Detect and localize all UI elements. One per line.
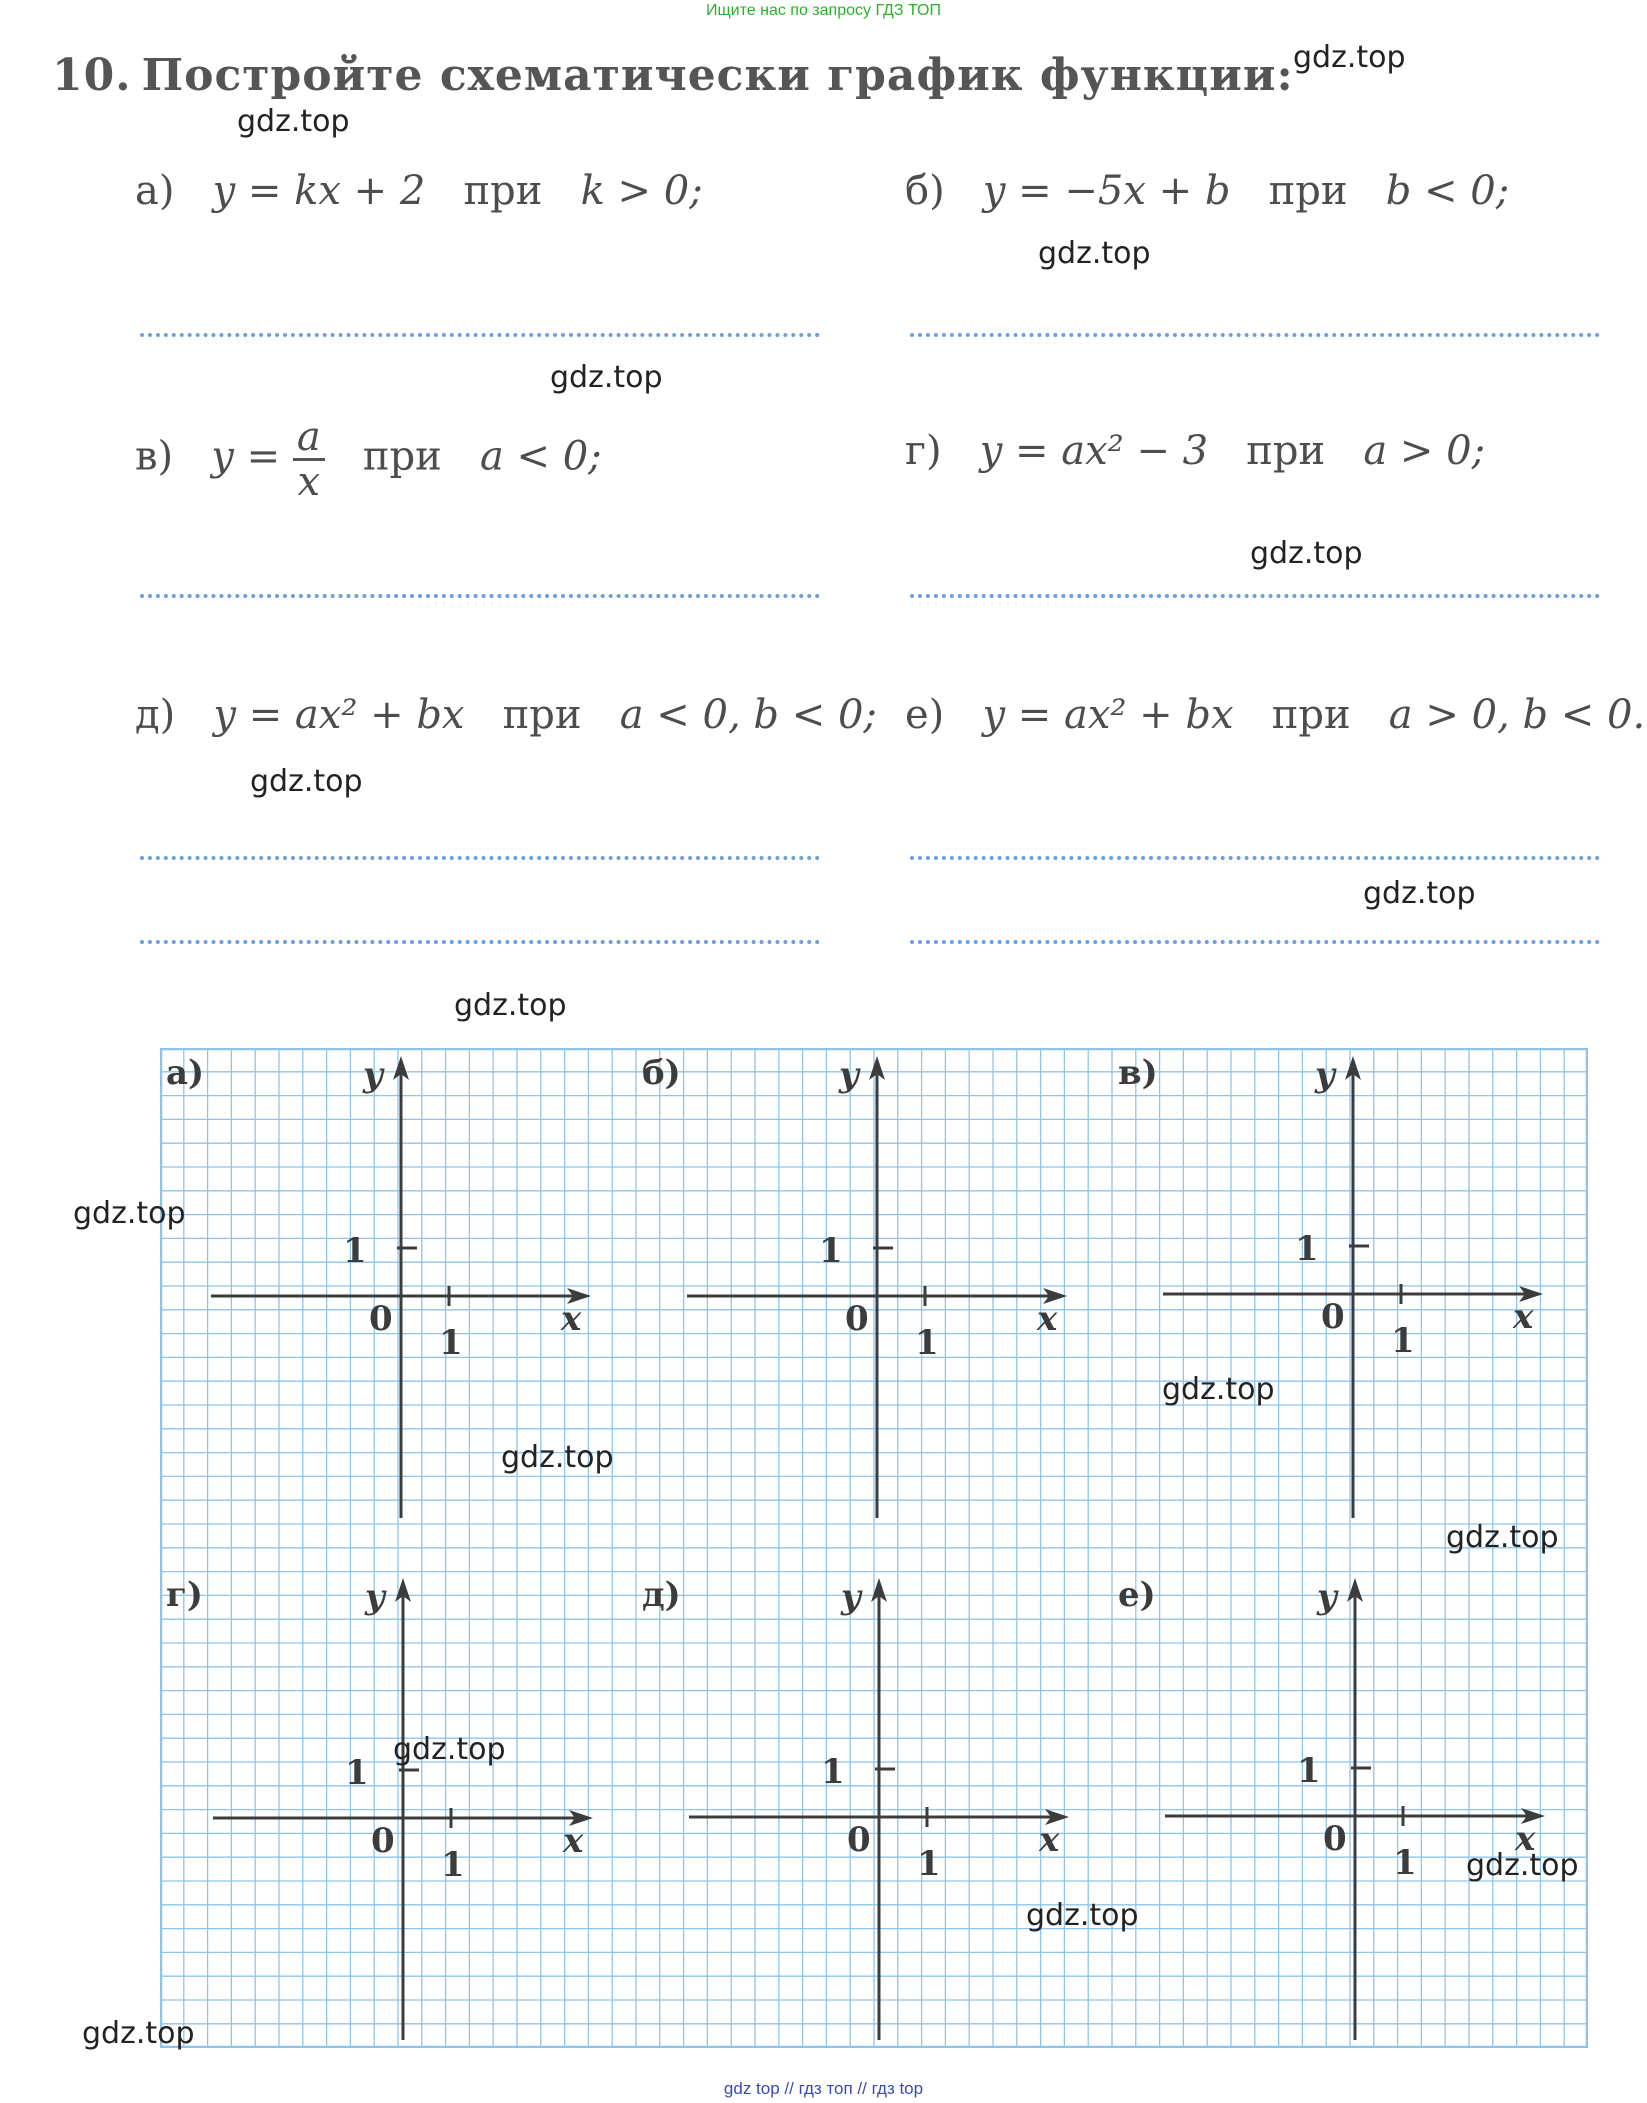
- task-title: Постройте схематически график функции:: [141, 50, 1294, 101]
- origin-label: 0: [845, 1299, 869, 1339]
- problem-v-numerator: a: [296, 414, 321, 460]
- answer-line-v: [140, 594, 820, 598]
- x-unit-label: 1: [915, 1323, 939, 1363]
- x-unit-label: 1: [441, 1845, 465, 1885]
- footer: gdz top // гдз топ // гдз top: [723, 2079, 924, 2098]
- problem-d-cond-word: при: [502, 692, 582, 738]
- watermark-1: gdz.top: [1293, 40, 1406, 75]
- x-axis-label: x: [563, 1821, 584, 1861]
- problem-a: [135, 168, 703, 214]
- origin-label: 0: [371, 1821, 395, 1861]
- top-banner: Ищите нас по запросу ГДЗ ТОП: [706, 2, 941, 19]
- problem-b-cond-word: при: [1268, 168, 1348, 214]
- problem-a-label: а): [135, 168, 175, 214]
- problem-v: [135, 416, 602, 503]
- origin-label: 0: [369, 1299, 393, 1339]
- task-heading: [52, 50, 1294, 101]
- problem-v-cond-word: при: [362, 433, 442, 480]
- watermark-7: gdz.top: [1363, 876, 1476, 911]
- y-unit-label: 1: [1295, 1229, 1319, 1269]
- watermark-4: gdz.top: [550, 360, 663, 395]
- problem-g: [905, 428, 1485, 474]
- watermark-9: gdz.top: [73, 1196, 186, 1231]
- problem-g-condition: a > 0;: [1363, 428, 1486, 474]
- panel-label: д): [642, 1575, 681, 1615]
- panel-label: в): [1118, 1053, 1158, 1093]
- watermark-12: gdz.top: [1446, 1520, 1559, 1555]
- answer-line-e1: [910, 856, 1600, 860]
- problem-b-label: б): [905, 168, 945, 214]
- y-axis-label: y: [1317, 1577, 1337, 1617]
- watermark-14: gdz.top: [1466, 1848, 1579, 1883]
- watermark-11: gdz.top: [501, 1440, 614, 1475]
- answer-line-a: [140, 333, 820, 337]
- watermark-2: gdz.top: [237, 104, 350, 139]
- answer-line-g: [910, 594, 1600, 598]
- problem-b: [905, 168, 1509, 214]
- problem-b-condition: b < 0;: [1385, 168, 1510, 214]
- y-unit-label: 1: [343, 1231, 367, 1271]
- answer-line-d1: [140, 856, 820, 860]
- x-axis-label: x: [1039, 1820, 1060, 1860]
- problem-d-condition: a < 0, b < 0;: [619, 692, 877, 738]
- x-unit-label: 1: [1391, 1321, 1415, 1361]
- problem-v-denominator: x: [293, 458, 325, 503]
- y-axis-label: y: [839, 1055, 859, 1095]
- problem-a-formula: y = kx + 2: [212, 168, 426, 214]
- origin-label: 0: [847, 1820, 871, 1860]
- origin-label: 0: [1321, 1297, 1345, 1337]
- y-unit-label: 1: [819, 1231, 843, 1271]
- task-number: 10.: [52, 50, 132, 101]
- problem-d: [135, 692, 877, 738]
- x-axis-label: x: [1513, 1297, 1534, 1337]
- problem-e: [905, 692, 1645, 738]
- watermark-16: gdz.top: [82, 2016, 195, 2051]
- problem-e-cond-word: при: [1271, 692, 1351, 738]
- problem-a-cond-word: при: [463, 168, 543, 214]
- problem-e-label: е): [905, 692, 945, 738]
- origin-label: 0: [1323, 1819, 1347, 1859]
- x-axis-label: x: [1515, 1819, 1536, 1859]
- watermark-8: gdz.top: [454, 988, 567, 1023]
- watermark-3: gdz.top: [1038, 236, 1151, 271]
- watermark-15: gdz.top: [1026, 1898, 1139, 1933]
- panel-label: г): [166, 1575, 203, 1615]
- y-axis-label: y: [1315, 1055, 1335, 1095]
- problem-e-condition: a > 0, b < 0.: [1388, 692, 1646, 738]
- watermark-10: gdz.top: [1162, 1372, 1275, 1407]
- answer-line-d2: [140, 940, 820, 944]
- answer-line-e2: [910, 940, 1600, 944]
- problem-e-formula: y = ax² + bx: [982, 692, 1234, 738]
- problem-v-fraction: [293, 416, 325, 503]
- problem-g-cond-word: при: [1246, 428, 1326, 474]
- problem-g-formula: y = ax² − 3: [979, 428, 1209, 474]
- x-unit-label: 1: [1393, 1843, 1417, 1883]
- y-unit-label: 1: [1297, 1751, 1321, 1791]
- y-axis-label: y: [841, 1577, 861, 1617]
- problem-g-label: г): [905, 428, 942, 474]
- x-unit-label: 1: [439, 1323, 463, 1363]
- problem-a-condition: k > 0;: [580, 168, 703, 214]
- y-axis-label: y: [363, 1055, 383, 1095]
- panel-label: е): [1118, 1575, 1156, 1615]
- problem-v-condition: a < 0;: [479, 433, 602, 480]
- y-unit-label: 1: [821, 1752, 845, 1792]
- watermark-5: gdz.top: [1250, 536, 1363, 571]
- coordinate-grid[interactable]: [160, 1048, 1588, 2048]
- watermark-13: gdz.top: [393, 1732, 506, 1767]
- problem-b-formula: y = −5x + b: [982, 168, 1231, 214]
- watermark-6: gdz.top: [250, 764, 363, 799]
- problem-v-y: y =: [211, 433, 281, 480]
- problem-d-label: д): [135, 692, 176, 738]
- y-unit-label: 1: [345, 1753, 369, 1793]
- x-axis-label: x: [561, 1299, 582, 1339]
- problem-d-formula: y = ax² + bx: [213, 692, 465, 738]
- panel-label: б): [642, 1053, 681, 1093]
- panel-label: а): [166, 1053, 205, 1093]
- answer-line-b: [910, 333, 1600, 337]
- x-axis-label: x: [1037, 1299, 1058, 1339]
- y-axis-label: y: [365, 1577, 385, 1617]
- problem-v-label: в): [135, 433, 174, 480]
- x-unit-label: 1: [917, 1844, 941, 1884]
